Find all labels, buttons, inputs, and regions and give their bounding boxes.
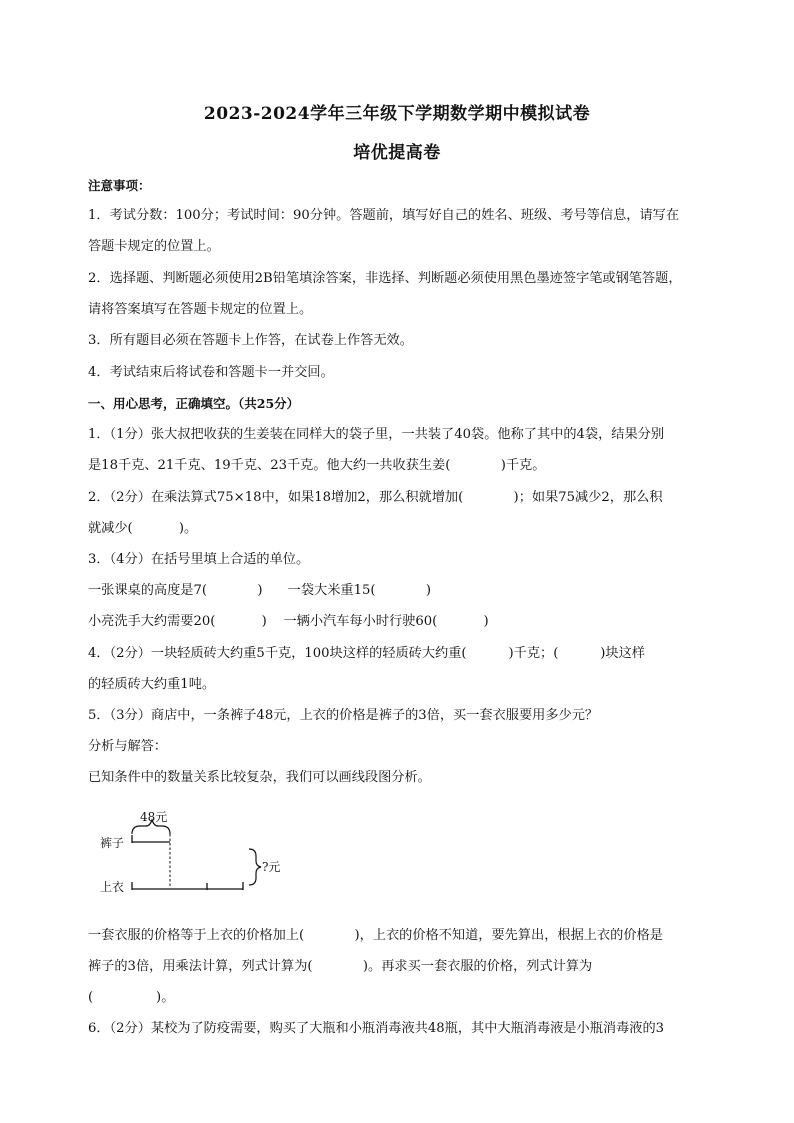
question-5-line-1: 5．（3分）商店中，一条裤子48元，上衣的价格是裤子的3倍，买一套衣服要用多少元？ bbox=[88, 708, 599, 723]
exam-subtitle: 培优提高卷 bbox=[353, 143, 441, 163]
question-3-part-b-close: ) bbox=[425, 583, 432, 598]
notice-item-1: 1．考试分数：100分；考试时间：90分钟。答题前，填写好自己的姓名、班级、考号等信息，请写在 bbox=[88, 208, 680, 223]
question-3-part-a-close: ) bbox=[257, 583, 263, 598]
question-1-text-b: )千克。 bbox=[500, 458, 546, 473]
question-2-text-a: 2．（2分）在乘法算式75×18中，如果18增加2，那么积就增加( bbox=[88, 490, 464, 505]
answer-blank[interactable] bbox=[376, 582, 426, 600]
question-4-text-c: )块这样 bbox=[600, 646, 645, 661]
question-2-line-1 bbox=[88, 489, 724, 507]
answer-blank[interactable] bbox=[463, 489, 513, 507]
question-5-intro: 已知条件中的数量关系比较复杂，我们可以画线段图分析。 bbox=[88, 770, 431, 785]
notice-item-4: 4．考试结束后将试卷和答题卡一并交回。 bbox=[88, 365, 334, 380]
question-3-line-2 bbox=[88, 582, 724, 600]
question-2-text-d: )。 bbox=[178, 521, 198, 536]
notice-item-2-cont: 请将答案填写在答题卡规定的位置上。 bbox=[88, 302, 313, 317]
diagram-coat-label: 上衣 bbox=[100, 880, 125, 894]
diagram-top-label: 48元 bbox=[140, 810, 168, 824]
question-2-text-c: 就减少( bbox=[88, 521, 133, 536]
question-1-line-1: 1．（1分）张大叔把收获的生姜装在同样大的袋子里，一共装了40袋。他称了其中的4袋，结果分别 bbox=[88, 427, 665, 442]
question-3-line-1: 3．（4分）在括号里填上合适的单位。 bbox=[88, 552, 310, 567]
question-3-part-b: 一袋大米重15( bbox=[287, 583, 376, 598]
answer-blank[interactable] bbox=[558, 645, 600, 663]
answer-blank[interactable] bbox=[467, 645, 509, 663]
question-4-line-1 bbox=[88, 645, 724, 663]
notice-heading: 注意事项： bbox=[88, 178, 151, 193]
question-5-line-2 bbox=[88, 927, 724, 945]
answer-blank[interactable] bbox=[304, 927, 354, 945]
question-3-part-d: 一辆小汽车每小时行驶60( bbox=[283, 614, 438, 629]
question-5-text-c: 裤子的3倍，用乘法计算，列式计算为( bbox=[88, 959, 313, 974]
section-heading: 一、用心思考，正确填空。（共25分） bbox=[88, 396, 300, 411]
question-1-line-2 bbox=[88, 457, 724, 475]
answer-blank[interactable] bbox=[207, 582, 257, 600]
answer-blank[interactable] bbox=[133, 520, 179, 538]
line-segment-diagram bbox=[96, 804, 306, 896]
question-2-line-2 bbox=[88, 520, 724, 538]
answer-blank[interactable] bbox=[93, 989, 156, 1007]
question-3-part-a: 一张课桌的高度是7( bbox=[88, 583, 208, 598]
notice-item-1-cont: 答题卡规定的位置上。 bbox=[88, 239, 220, 254]
diagram-pants-label: 裤子 bbox=[100, 836, 125, 850]
notice-item-2: 2．选择题、判断题必须使用2B铅笔填涂答案，非选择、判断题必须使用黑色墨迹签字笔或钢笔答题， bbox=[88, 271, 682, 286]
question-6-line-1: 6．（2分）某校为了防疫需要，购买了大瓶和小瓶消毒液共48瓶，其中大瓶消毒液是小瓶消毒液的3 bbox=[88, 1021, 665, 1036]
diagram-total-label: ?元 bbox=[262, 860, 281, 874]
question-3-part-c-close: ) bbox=[261, 614, 267, 629]
question-5-text-f: )。 bbox=[156, 990, 175, 1005]
question-3-part-d-close: ) bbox=[483, 614, 489, 629]
question-5-line-4 bbox=[88, 989, 724, 1007]
question-4-text-a: 4．（2分）一块轻质砖大约重5千克，100块这样的轻质砖大约重( bbox=[88, 646, 467, 661]
question-3-part-c: 小亮洗手大约需要20( bbox=[88, 614, 216, 629]
notice-item-3: 3．所有题目必须在答题卡上作答，在试卷上作答无效。 bbox=[88, 333, 413, 348]
question-5-text-d: )。再求买一套衣服的价格，列式计算为 bbox=[362, 959, 593, 974]
exam-title: 2023-2024学年三年级下学期数学期中模拟试卷 bbox=[203, 104, 591, 124]
question-5-text-a: 一套衣服的价格等于上衣的价格加上( bbox=[88, 928, 305, 943]
answer-blank[interactable] bbox=[437, 613, 483, 631]
question-5-line-3 bbox=[88, 958, 724, 976]
answer-blank[interactable] bbox=[313, 958, 363, 976]
question-4-text-b: )千克；( bbox=[508, 646, 559, 661]
question-5-text-e: ( bbox=[88, 990, 94, 1005]
question-5-text-b: )，上衣的价格不知道，要先算出，根据上衣的价格是 bbox=[354, 928, 663, 943]
question-1-text-a: 是18千克、21千克、19千克、23千克。他大约一共收获生姜( bbox=[88, 458, 451, 473]
question-3-line-3 bbox=[88, 613, 724, 631]
answer-blank[interactable] bbox=[215, 613, 261, 631]
answer-blank[interactable] bbox=[450, 457, 500, 475]
question-2-text-b: )；如果75减少2，那么积 bbox=[513, 490, 663, 505]
brace-right bbox=[249, 849, 261, 885]
question-4-line-2: 的轻质砖大约重1吨。 bbox=[88, 677, 216, 692]
question-5-analysis-label: 分析与解答： bbox=[88, 739, 168, 754]
